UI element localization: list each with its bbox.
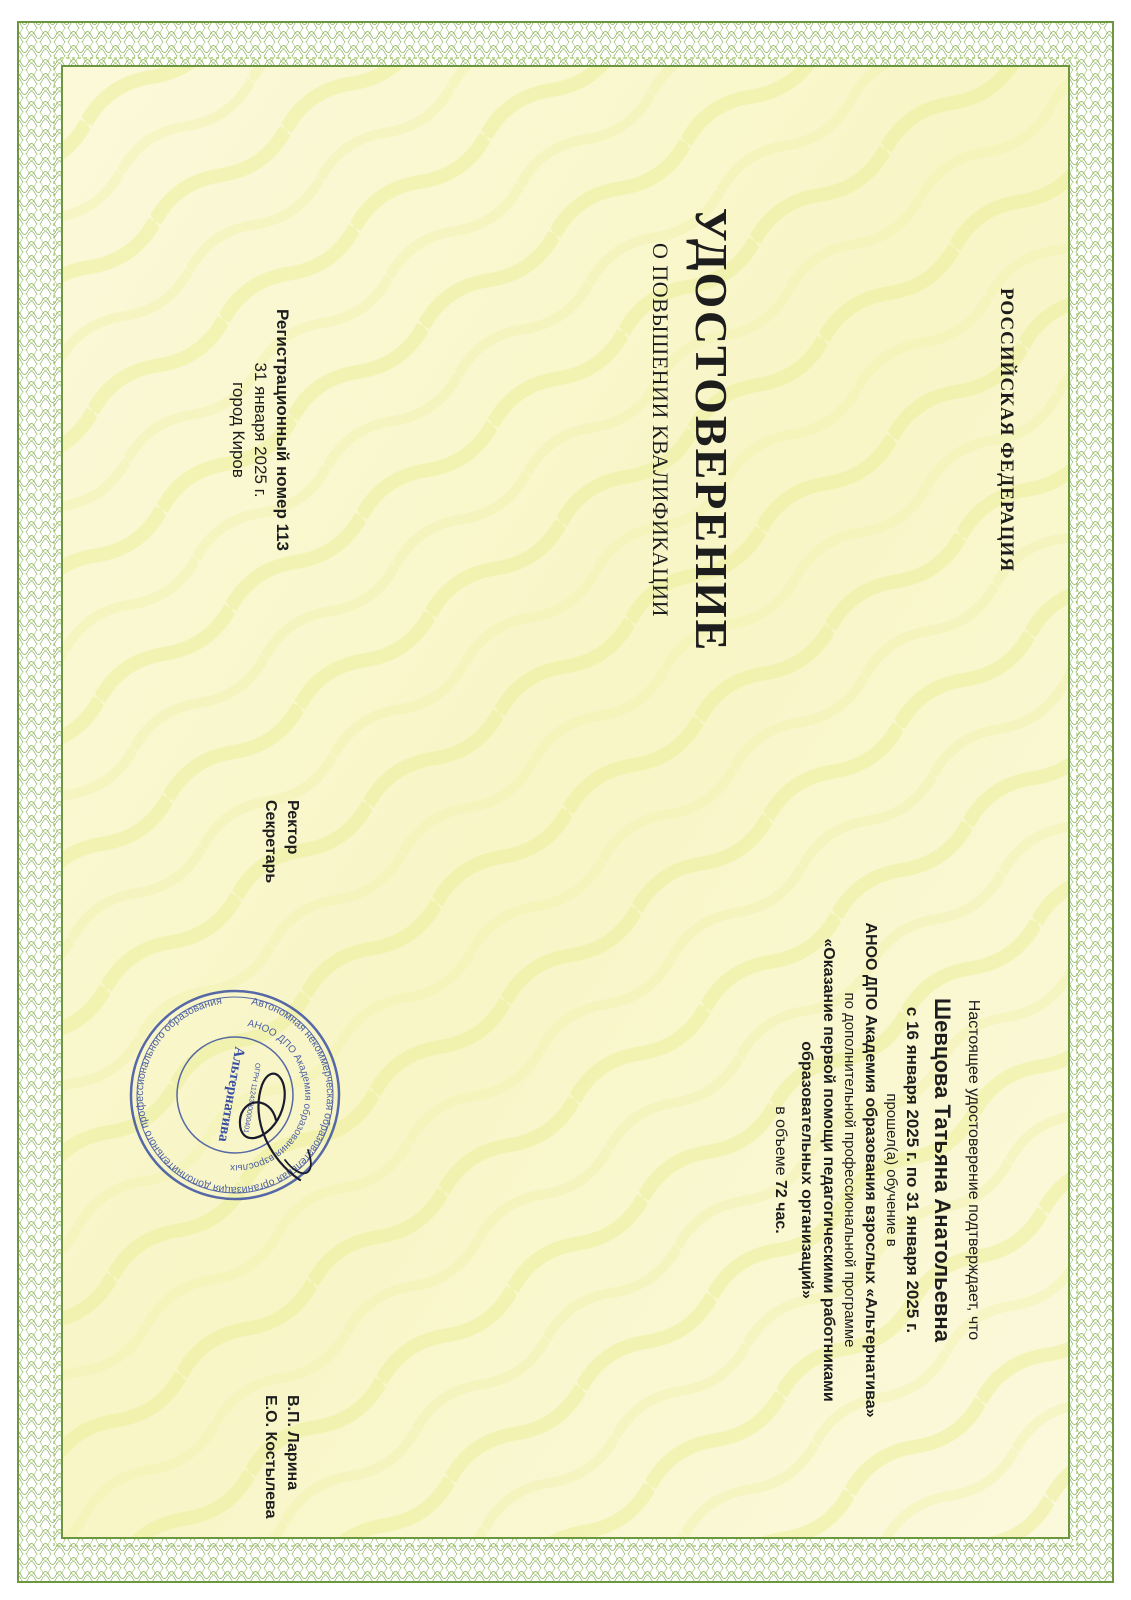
document-subtitle: О ПОВЫШЕНИИ КВАЛИФИКАЦИИ	[648, 243, 673, 617]
registration-city: город Киров	[229, 382, 248, 478]
program-title-line2: образовательных организаций»	[798, 1041, 815, 1299]
program-title-line1: «Оказание первой помощи педагогическими работниками	[820, 938, 837, 1402]
document-title: УДОСТОВЕРЕНИЕ	[686, 207, 737, 653]
country-heading: РОССИЙСКАЯ ФЕДЕРАЦИЯ	[996, 287, 1017, 573]
secretary-name: Е.О. Костылева	[262, 1395, 279, 1519]
recipient-name: Шевцова Татьяна Анатольевна	[930, 998, 955, 1342]
organization-stamp	[115, 975, 356, 1216]
volume-prefix: в объеме	[772, 1106, 789, 1176]
organization-name: АНОО ДПО Академия образования взрослых «Альтернатива»	[862, 922, 879, 1418]
lead-text: Настоящее удостоверение подтверждает, что	[965, 999, 982, 1341]
stamp-ogrn-text: ОГРН 1124300000401	[241, 1062, 261, 1134]
volume-hours: 72 час.	[772, 1179, 789, 1234]
training-period: с 16 января 2025 г. по 31 января 2025 г.	[903, 1006, 922, 1334]
completed-text: прошел(а) обучение в	[883, 1093, 900, 1247]
stamp-middle-text: АНОО ДПО Академия образования взрослых	[229, 1018, 314, 1174]
secretary-role: Секретарь	[262, 800, 279, 884]
registration-number: Регистрационный номер 113	[273, 308, 292, 552]
stamp-outer-text: Автономная некоммерческая образовательная организация дополнительного профессионального образования	[133, 994, 337, 1197]
rector-role: Ректор	[284, 800, 301, 855]
program-intro: по дополнительной профессиональной программе	[841, 992, 858, 1348]
stamp-center-text: Альтернатива	[214, 1045, 248, 1144]
registration-date: 31 января 2025 г.	[251, 362, 270, 498]
rector-name: В.П. Ларина	[284, 1395, 301, 1491]
